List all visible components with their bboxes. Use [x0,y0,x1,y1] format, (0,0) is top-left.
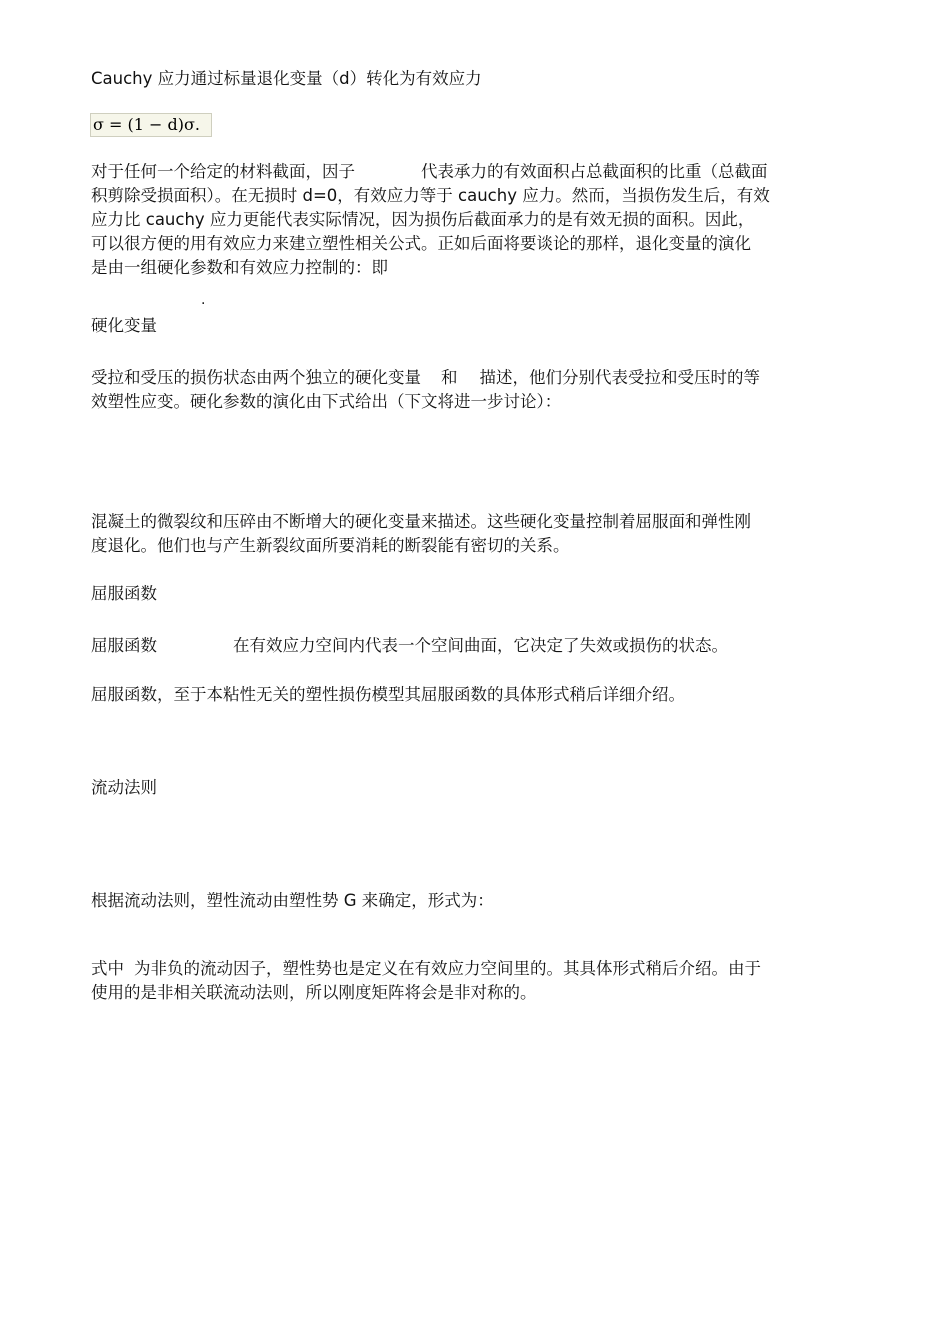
heading-flow-rule: 流动法则 [91,778,157,797]
paragraph-flow-factor [91,957,861,1005]
text-segment: 为非负的流动因子，塑性势也是定义在有效应力空间里的。其具体形式稍后介绍。由于 [134,959,761,978]
intro-line: Cauchy 应力通过标量退化变量（d）转化为有效应力 [91,69,482,88]
heading-hardening-variables: 硬化变量 [91,316,157,335]
text-segment: 和 [441,368,458,387]
paragraph-line: 是由一组硬化参数和有效应力控制的：即 [91,258,388,277]
paragraph-line: 混凝土的微裂纹和压碎由不断增大的硬化变量来描述。这些硬化变量控制着屈服面和弹性刚 [91,512,751,531]
text-segment: 受拉和受压的损伤状态由两个独立的硬化变量 [91,368,421,387]
heading-yield-function: 屈服函数 [91,584,157,603]
paragraph-line: 使用的是非相关联流动法则，所以刚度矩阵将会是非对称的。 [91,983,537,1002]
paragraph-line [91,957,861,981]
paragraph-line [91,366,861,390]
paragraph-hardening [91,366,861,414]
text-segment: 对于任何一个给定的材料截面，因子 [91,162,355,181]
paragraph-flow-rule: 根据流动法则，塑性流动由塑性势 G 来确定，形式为： [91,891,494,910]
paragraph-yield-note: 屈服函数，至于本粘性无关的塑性损伤模型其屈服函数的具体形式稍后详细介绍。 [91,685,685,704]
paragraph-line: 积剪除受损面积）。在无损时 d=0，有效应力等于 cauchy 应力。然而，当损伤发生后，有效 [91,186,770,205]
text-segment: 代表承力的有效面积占总截面积的比重（总截面 [421,162,768,181]
paragraph-microcracking [91,510,861,558]
text-segment: 在有效应力空间内代表一个空间曲面，它决定了失效或损伤的状态。 [233,636,728,655]
effective-stress-formula: σ = (1 − d)σ. [90,113,212,137]
text-segment: 屈服函数 [91,636,157,655]
paragraph-line [91,160,861,184]
paragraph-line: 效塑性应变。硬化参数的演化由下式给出（下文将进一步讨论）： [91,392,562,411]
text-segment: 描述，他们分别代表受拉和受压时的等 [479,368,760,387]
paragraph-damage-definition [91,160,861,280]
paragraph-line: 可以很方便的用有效应力来建立塑性相关公式。正如后面将要谈论的那样，退化变量的演化 [91,234,751,253]
text-segment: 式中 [91,959,124,978]
paragraph-line: 应力比 cauchy 应力更能代表实际情况，因为损伤后截面承力的是有效无损的面积。因此， [91,210,755,229]
paragraph-yield-definition [91,634,728,658]
paragraph-line: 度退化。他们也与产生新裂纹面所要消耗的断裂能有密切的关系。 [91,536,570,555]
equation-placeholder-dot: . [201,292,206,308]
